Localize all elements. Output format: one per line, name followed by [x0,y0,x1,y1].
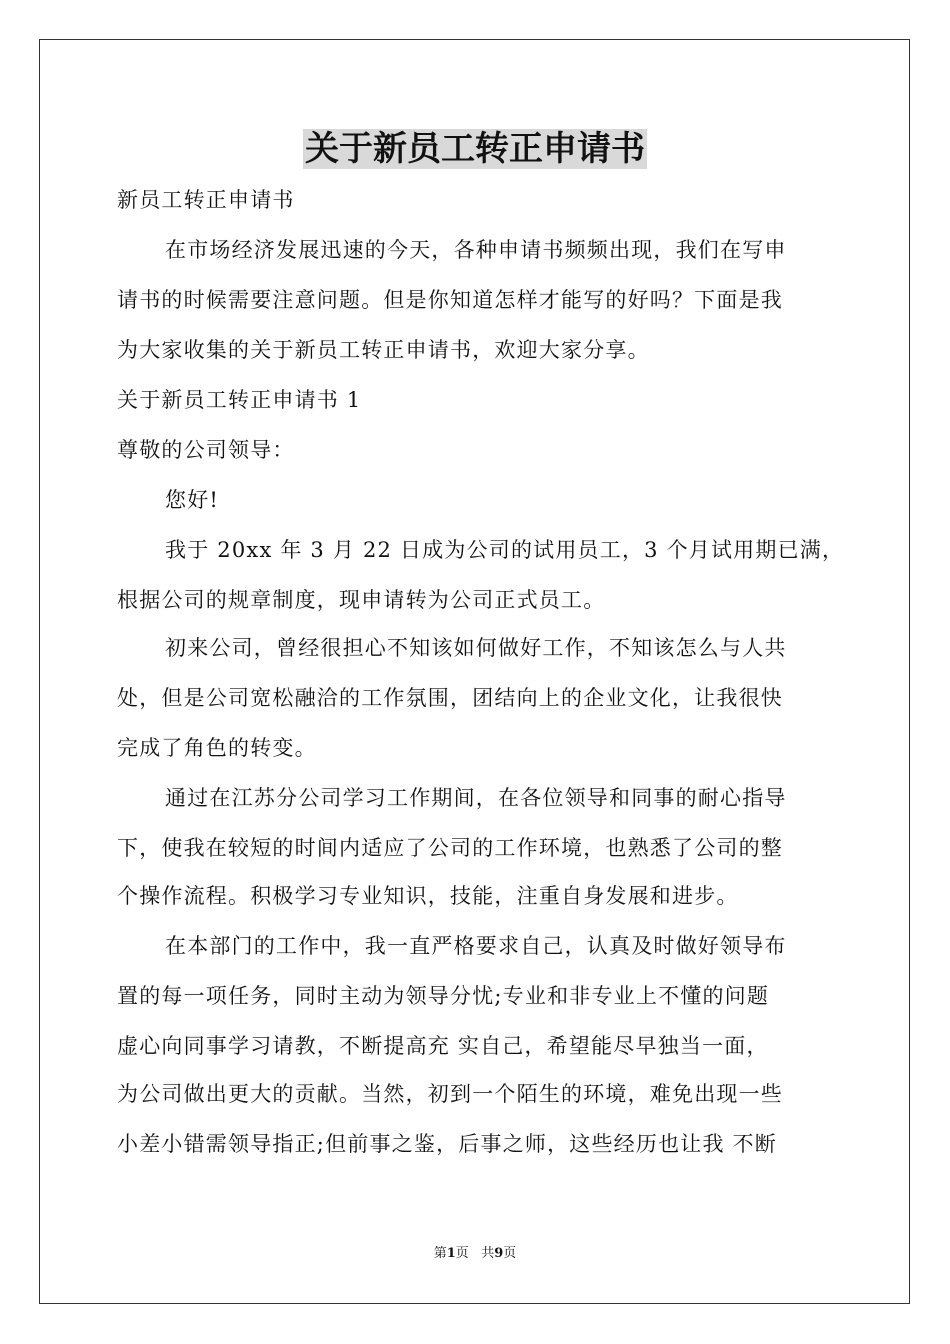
paragraph-line: 初来公司，曾经很担心不知该如何做好工作，不知该怎么与人共 [165,636,787,660]
paragraph-line: 在本部门的工作中，我一直严格要求自己，认真及时做好领导布 [165,934,787,958]
paragraph-line: 个操作流程。积极学习专业知识，技能，注重自身发展和进步。 [117,884,739,908]
page-suffix: 页 [455,1246,469,1261]
page-number: 1 [446,1246,456,1261]
paragraph-line: 在市场经济发展迅速的今天，各种申请书频频出现，我们在写申 [165,238,787,262]
subtitle-line: 新员工转正申请书 [117,188,295,212]
total-suffix: 页 [503,1246,517,1261]
page-border [39,39,910,1304]
total-prefix: 共 [481,1246,495,1261]
document-title-text: 关于新员工转正申请书 [305,129,645,169]
paragraph-line: 为公司做出更大的贡献。当然，初到一个陌生的环境，难免出现一些 [117,1082,783,1106]
paragraph-line: 完成了角色的转变。 [117,736,317,760]
total-pages: 9 [494,1246,504,1261]
greeting-line: 您好! [165,488,220,512]
paragraph-line: 处，但是公司宽松融洽的工作氛围，团结向上的企业文化，让我很快 [117,686,783,710]
salutation-line: 尊敬的公司领导： [117,438,295,462]
paragraph-line: 虚心向同事学习请教，不断提高充 实自己，希望能尽早独当一面， [117,1034,769,1058]
paragraph-line: 小差小错需领导指正;但前事之鉴，后事之师，这些经历也让我 不断 [117,1132,777,1156]
document-title [0,126,950,172]
page-footer [0,1245,950,1263]
paragraph-line: 通过在江苏分公司学习工作期间，在各位领导和同事的耐心指导 [165,786,787,810]
paragraph-line: 为大家收集的关于新员工转正申请书，欢迎大家分享。 [117,338,650,362]
section-heading: 关于新员工转正申请书 1 [117,388,362,412]
paragraph-line: 下，使我在较短的时间内适应了公司的工作环境，也熟悉了公司的整 [117,836,783,860]
paragraph-line: 我于 20xx 年 3 月 22 日成为公司的试用员工，3 个月试用期已满， [165,538,845,562]
paragraph-line: 根据公司的规章制度，现申请转为公司正式员工。 [117,588,606,612]
page-prefix: 第 [433,1246,447,1261]
paragraph-line: 置的每一项任务，同时主动为领导分忧;专业和非专业上不懂的问题 [117,984,770,1008]
paragraph-line: 请书的时候需要注意问题。但是你知道怎样才能写的好吗？下面是我 [117,288,783,312]
